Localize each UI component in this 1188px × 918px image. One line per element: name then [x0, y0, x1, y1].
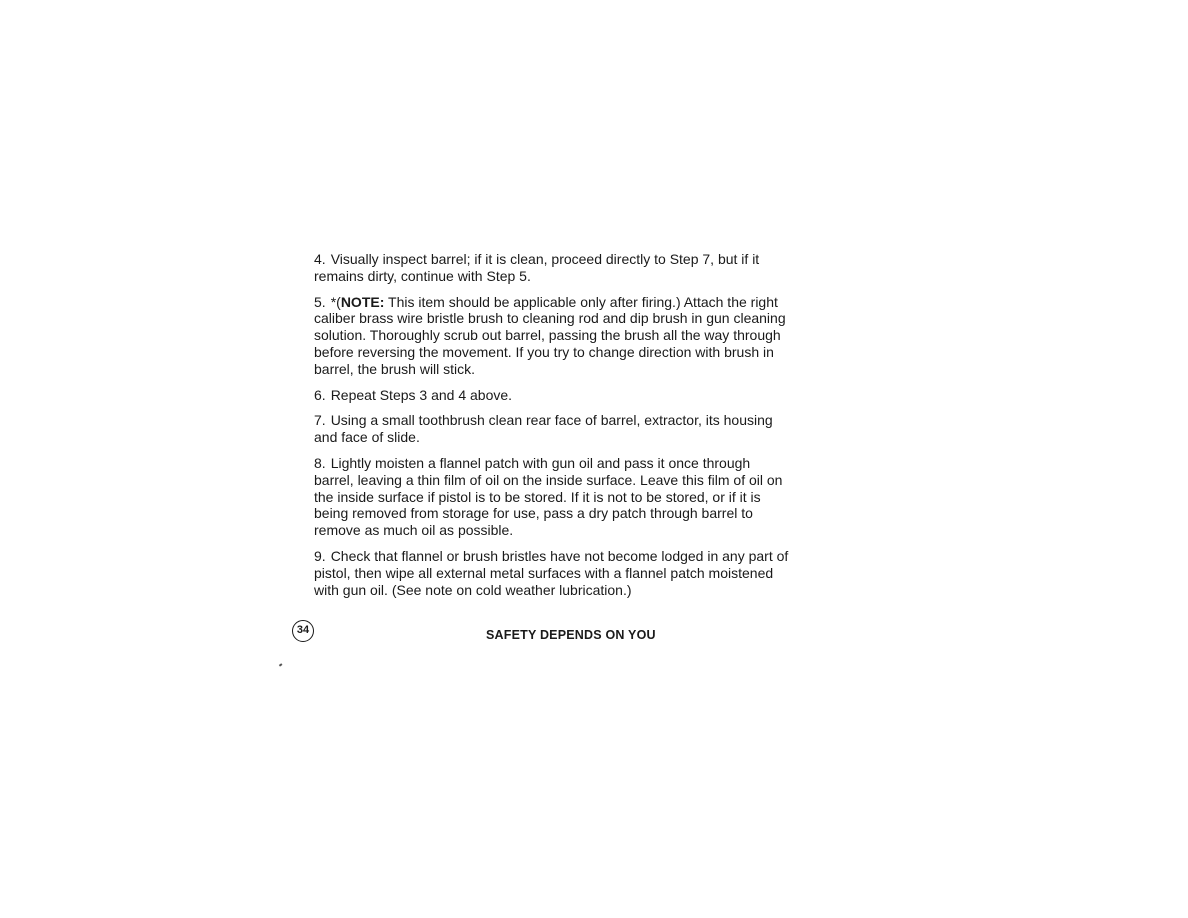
step-text: Repeat Steps 3 and 4 above.: [330, 386, 513, 403]
note-label: NOTE:: [340, 293, 385, 310]
step-text: This item should be applicable only after firing.) Attach the right caliber brass wire bristle brush to cleaning rod and dip brush in gun cleaning solution. Thoroughly scrub out barrel, passing the brush all the way through before reversing the movement. If you try to change direction with brush in barrel, the brush will stick.: [314, 293, 786, 377]
step-9: [314, 548, 854, 598]
step-text: Using a small toothbrush clean rear face of barrel, extractor, its housing and face of slide.: [314, 412, 773, 446]
step-number: 9.: [314, 547, 326, 564]
scan-speck: [279, 663, 282, 666]
page-number-badge: 34: [292, 620, 314, 642]
step-8: [314, 455, 854, 539]
note-prefix: *(: [330, 293, 341, 310]
step-number: 5.: [314, 293, 326, 310]
step-number: 6.: [314, 386, 326, 403]
step-7: [314, 412, 854, 446]
step-4: [314, 251, 854, 285]
step-5: [314, 294, 854, 378]
cleaning-steps: [314, 251, 854, 607]
step-text: Lightly moisten a flannel patch with gun oil and pass it once through barrel, leaving a thin film of oil on the inside surface. Leave this film of oil on the inside surface if pistol is to be stored. If it is not to be stored, or if it is being removed from storage for use, pass a dry patch through barrel to remove as much oil as possible.: [314, 454, 783, 539]
step-number: 8.: [314, 454, 326, 471]
step-6: [314, 387, 854, 404]
step-number: 4.: [314, 251, 326, 267]
step-text: Check that flannel or brush bristles have not become lodged in any part of pistol, then wipe all external metal surfaces with a flannel patch moistened with gun oil. (See note on cold weather lubrication.): [314, 547, 789, 598]
step-text: Visually inspect barrel; if it is clean, proceed directly to Step 7, but if it remains dirty, continue with Step 5.: [314, 251, 760, 284]
footer-title: SAFETY DEPENDS ON YOU: [486, 628, 656, 642]
step-number: 7.: [314, 412, 326, 429]
